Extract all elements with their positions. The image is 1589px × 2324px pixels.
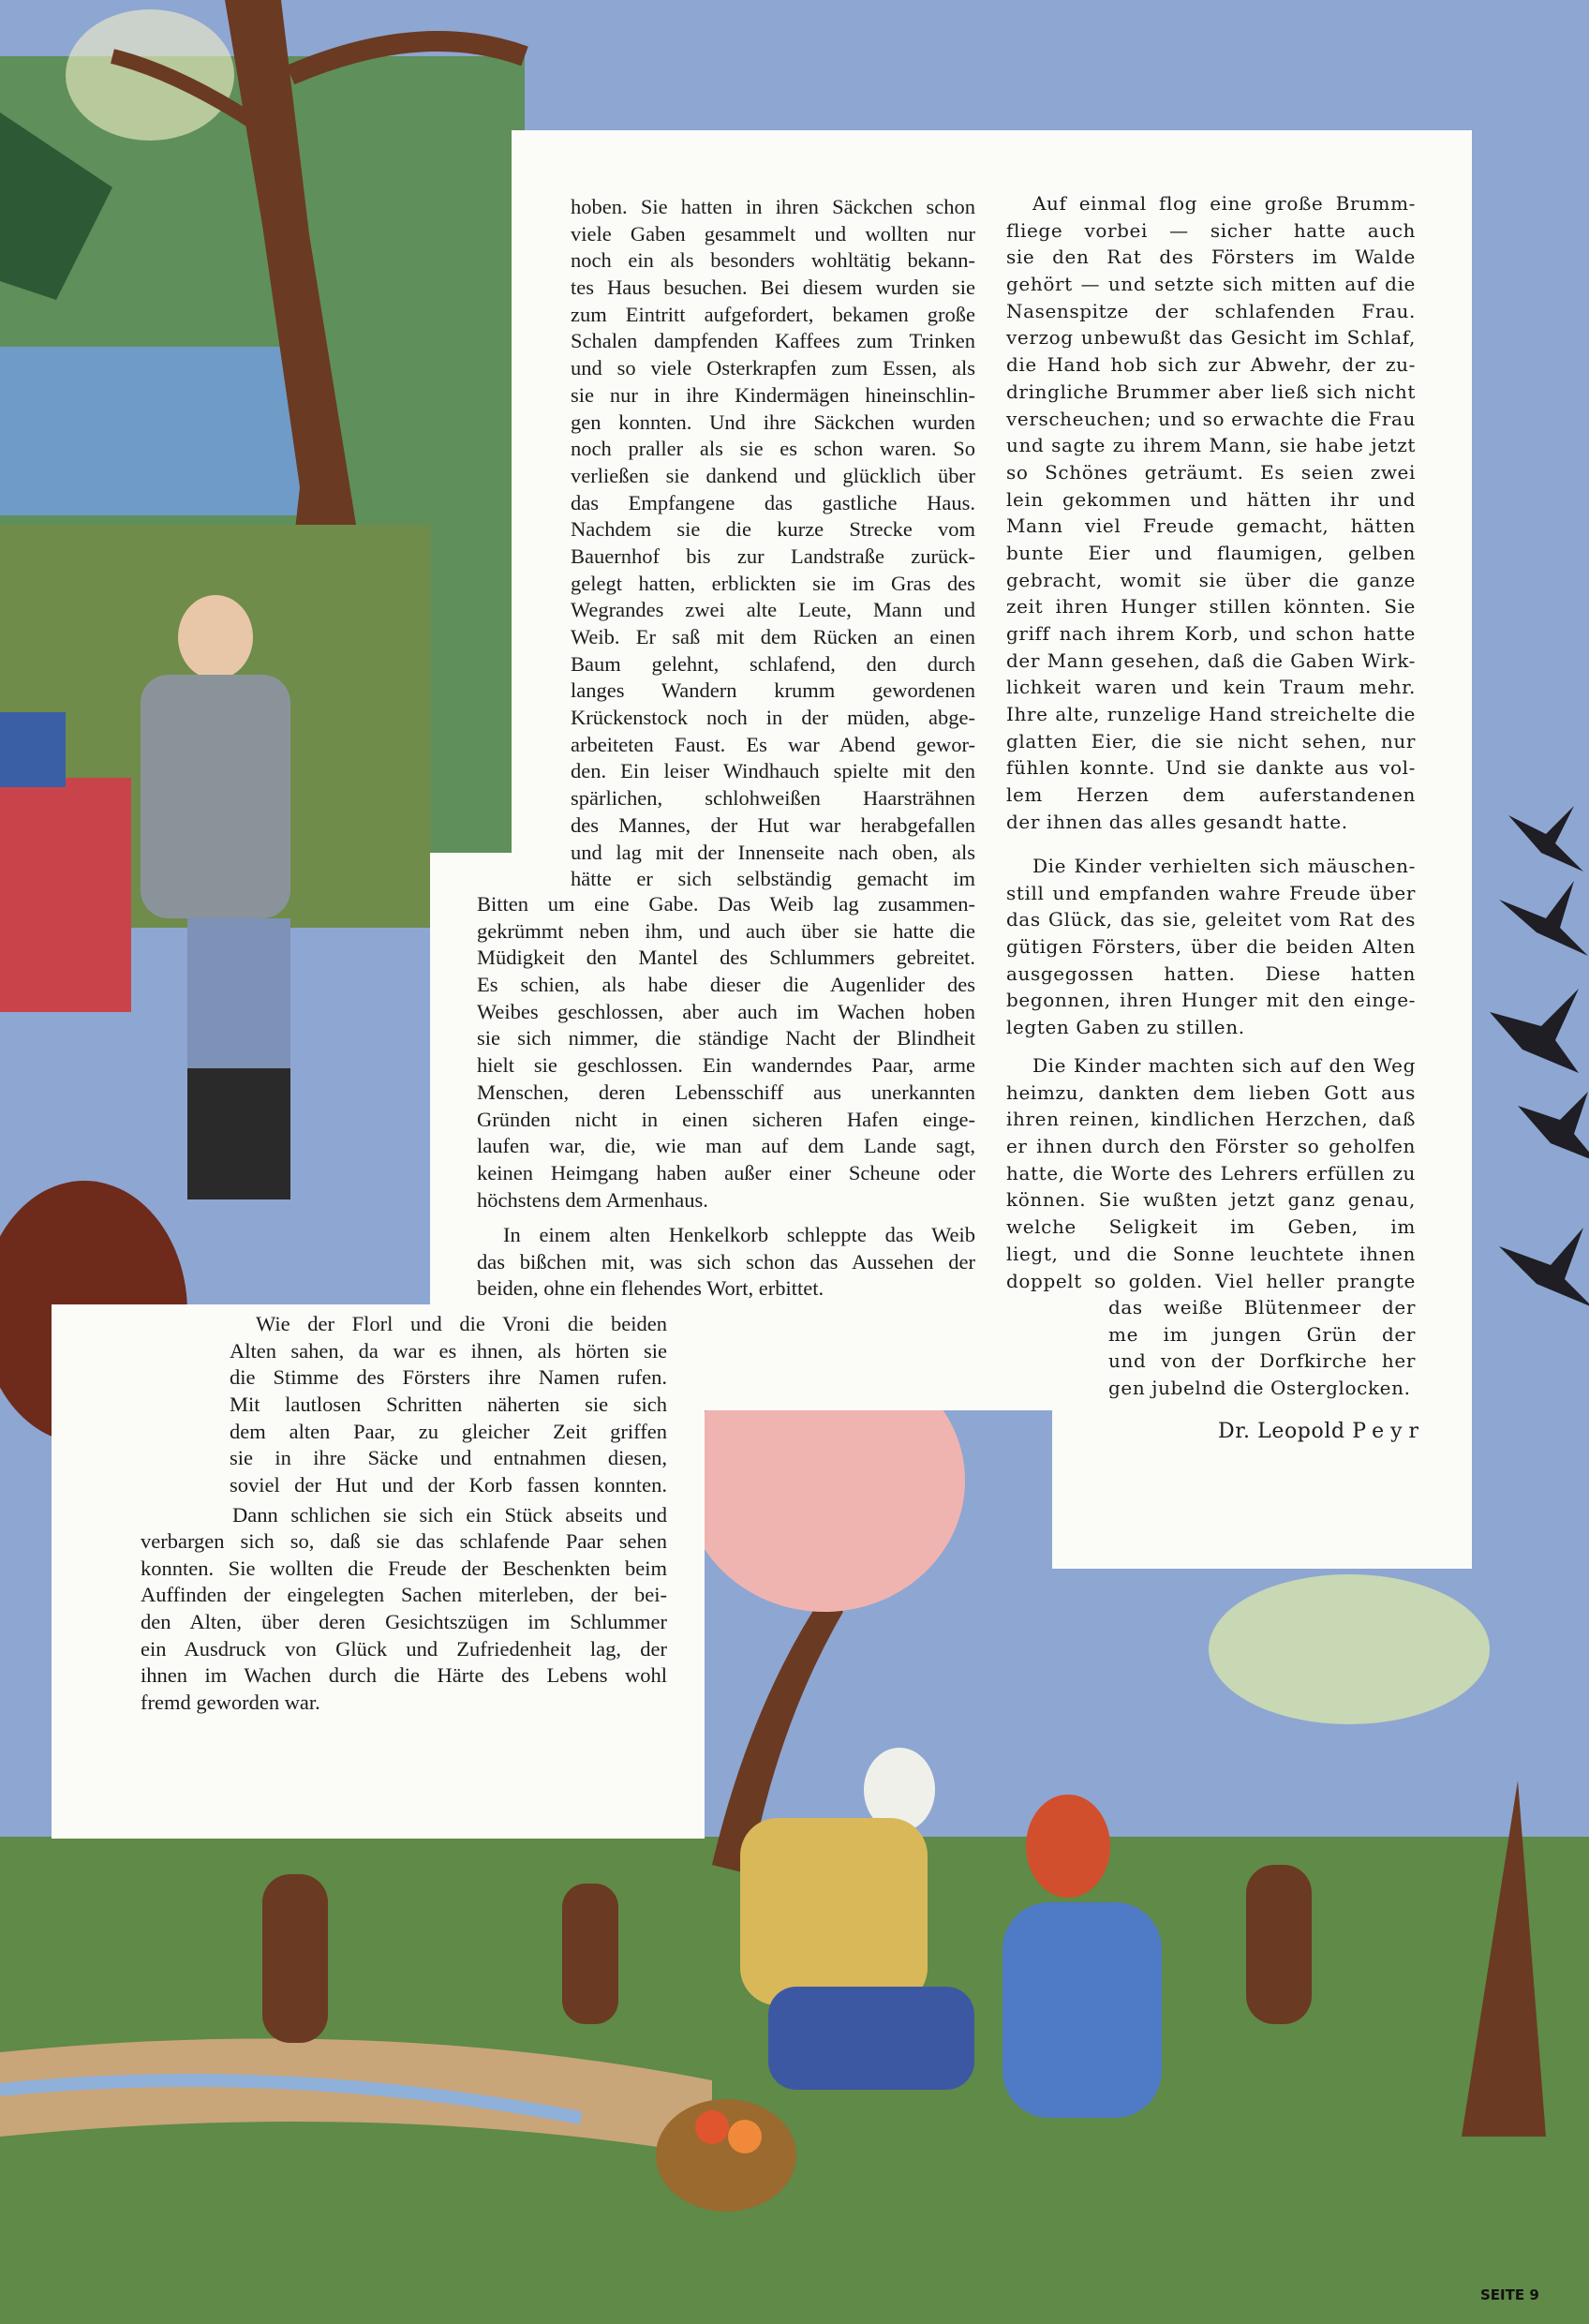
text-line: Ihre alte, runzelige Hand streichelte die [1006,703,1416,726]
text-line: arbeiteten Faust. Es war Abend gewor- [571,732,975,756]
text-line: noch ein als besonders wohltätig bekann- [571,248,975,273]
text-line: Mann viel Freude gemacht, hätten [1006,514,1416,538]
text-line: beiden, ohne ein flehendes Wort, erbittet. [477,1276,824,1301]
text-line: den Alten, über deren Gesichtszügen im Schlummer [141,1610,667,1634]
text-line: so Schönes geträumt. Es seien zwei [1006,460,1416,484]
text-line: ihren reinen, kindlichen Herzchen, daß [1006,1108,1416,1131]
text-line: den. Ein leiser Windhauch spielte mit den [571,759,975,783]
article-column-1-middle [477,891,975,1214]
text-line: bunte Eier und flaumigen, gelben [1006,541,1416,564]
text-line: Weib. Er saß mit dem Rücken an einen [571,625,975,648]
text-line: Baum gelehnt, schlafend, den durch [571,651,975,676]
text-line: gütigen Försters, über die beiden Alten [1006,935,1416,959]
text-line: liegt, und die Sonne leuchtete ihnen [1006,1242,1416,1265]
text-line: verscheuchen; und so erwachte die Frau [1006,407,1416,430]
text-line: konnten. Sie wollten die Freude der Beschenkten beim [141,1556,667,1580]
text-line: welche Seligkeit im Geben, im [1006,1215,1416,1239]
text-line: gen jubelnd die Osterglocken. [1108,1377,1411,1400]
text-line: noch praller als sie es schon waren. So [571,437,975,461]
text-line: gebracht, womit sie über die ganze [1006,568,1416,591]
text-line: In einem alten Henkelkorb schleppte das Weib [503,1223,975,1246]
text-line: gekrümmt neben ihm, und auch über sie hatte die [477,918,975,943]
text-line: gelegt hatten, erblickten sie im Gras des [571,571,975,595]
text-line: hätte er sich selbständig gemacht im [571,867,975,891]
text-line: Gründen nicht in einen sicheren Hafen einge- [477,1107,975,1131]
author-signature [1218,1420,1425,1443]
article-column-3-top [1006,190,1416,836]
article-column-3-kinder [1006,853,1416,1041]
text-line: das Empfangene das gastliche Haus. [571,490,975,514]
text-line: lein gekommen und hätten ihr und [1006,487,1416,511]
text-line: heimzu, dankten dem lieben Gott aus [1006,1080,1416,1104]
text-line: die Stimme des Försters ihre Namen rufen. [230,1365,667,1390]
text-line: glatten Eier, die sie nicht sehen, nur [1006,729,1416,752]
text-line: hatte, die Worte des Lehrers erfüllen zu [1006,1161,1416,1184]
text-line: viele Gaben gesammelt und wollten nur [571,221,975,246]
text-line: sie den Rat des Försters im Walde [1006,246,1416,269]
text-line: Auf einmal flog eine große Brumm- [1032,192,1416,215]
text-line: ein Ausdruck von Glück und Zufriedenheit lag, der [141,1636,667,1661]
text-line: Die Kinder machten sich auf den Weg [1032,1054,1416,1077]
text-line: fremd geworden war. [141,1691,320,1715]
text-line: Nasenspitze der schlafenden Frau. [1006,299,1416,322]
article-left-bottom-line [232,1502,667,1529]
text-line: spärlichen, schlohweißen Haarsträhnen [571,786,975,811]
text-line: Krückenstock noch in der müden, abge- [571,706,975,730]
text-line: verbargen sich so, daß sie das schlafende Paar sehen [141,1529,667,1553]
text-line: ihnen im Wachen durch die Härte des Lebens wohl [141,1663,667,1688]
text-line: soviel der Hut und der Korb fassen konnten. [230,1473,667,1497]
text-line: Alten sahen, da war es ihnen, als hörten sie [230,1338,667,1363]
article-paragraph-henkelkorb [477,1222,975,1303]
article-column-3-ending [1108,1294,1416,1402]
text-line: und lag mit der Innenseite nach oben, als [571,840,975,864]
text-line: er ihnen durch den Förster so geholfen [1006,1135,1416,1158]
text-line: und so viele Osterkrapfen zum Essen, als [571,356,975,380]
text-line: dem alten Paar, zu gleicher Zeit griffen [230,1419,667,1443]
text-line: verließen sie dankend und glücklich über [571,463,975,487]
article-column-3-heimweg [1006,1052,1416,1294]
text-line: ausgegossen hatten. Diese hatten [1006,961,1416,985]
text-line: das weiße Blütenmeer der [1108,1296,1416,1318]
text-line: Dann schlichen sie sich ein Stück abseits und [232,1503,667,1527]
text-line: lichkeit waren und kein Traum mehr. [1006,676,1416,699]
text-line: Wie der Florl und die Vroni die beiden [256,1312,667,1335]
text-line: keinen Heimgang haben außer einer Scheune oder [477,1160,975,1184]
text-line: sie in ihre Säcke und entnahmen diesen, [230,1446,667,1470]
text-line: der Mann gesehen, daß die Gaben Wirk- [1006,648,1416,672]
text-line: dringliche Brummer aber ließ sich nicht [1006,380,1416,403]
text-line: Nachdem sie die kurze Strecke vom [571,517,975,542]
text-line: zeit ihren Hunger stillen könnten. Sie [1006,595,1416,618]
article-column-1-top [571,194,975,893]
text-line: die Hand hob sich zur Abwehr, der zu- [1006,353,1416,377]
text-line: hoben. Sie hatten in ihren Säckchen schon [571,195,975,218]
text-line: fliege vorbei — sicher hatte auch [1006,218,1416,242]
text-line: Weibes geschlossen, aber auch im Wachen hoben [477,999,975,1023]
text-line: Auffinden der eingelegten Sachen miterleben, der bei- [141,1583,667,1607]
text-line: tes Haus besuchen. Bei diesem wurden sie [571,276,975,300]
text-line: Mit lautlosen Schritten näherten sie sich [230,1393,667,1417]
text-line: me im jungen Grün der [1108,1322,1416,1346]
text-line: sie sich nimmer, die ständige Nacht der Blindheit [477,1026,975,1050]
text-line: der ihnen das alles gesandt hatte. [1006,810,1348,833]
author-surname: Peyr [1352,1420,1426,1443]
text-line: lem Herzen dem auferstandenen [1006,783,1416,807]
text-line: still und empfanden wahre Freude über [1006,881,1416,904]
author-prefix: Dr. Leopold [1218,1420,1345,1443]
text-line: des Mannes, der Hut war herabgefallen [571,812,975,837]
text-line: und sagte zu ihrem Mann, sie habe jetzt [1006,434,1416,457]
text-line: und von der Dorfkirche her [1108,1349,1416,1373]
text-line: begonnen, ihren Hunger mit den einge- [1006,989,1416,1012]
text-line: sie nur in ihre Kindermägen hineinschlin- [571,382,975,407]
text-line: das Glück, das sie, geleitet vom Rat des [1006,908,1416,931]
text-line: gen konnten. Und ihre Säckchen wurden [571,410,975,434]
text-line: Bitten um eine Gabe. Das Weib lag zusammen- [477,892,975,916]
text-line: Müdigkeit den Mantel des Schlummers gebreitet. [477,946,975,970]
text-line: legten Gaben zu stillen. [1006,1016,1245,1039]
text-line: das bißchen mit, was sich schon das Aussehen der [477,1249,975,1274]
article-left-bottom-rest [141,1528,667,1717]
text-line: hielt sie geschlossen. Ein wanderndes Paar, arme [477,1053,975,1078]
text-line: Menschen, deren Lebensschiff aus unerkannten [477,1080,975,1104]
text-line: laufen war, die, wie man auf dem Lande sagt, [477,1134,975,1158]
text-line: doppelt so golden. Viel heller prangte [1006,1269,1416,1292]
text-line: langes Wandern krumm gewordenen [571,678,975,703]
text-line: können. Sie wußten jetzt ganz genau, [1006,1188,1416,1212]
text-line: zum Eintritt aufgefordert, bekamen große [571,302,975,326]
article-left-bottom-top [230,1311,667,1499]
text-line: Bauernhof bis zur Landstraße zurück- [571,544,975,568]
text-line: fühlen konnte. Und sie dankte aus vol- [1006,756,1416,780]
text-line: höchstens dem Armenhaus. [477,1187,708,1212]
text-line: Wegrandes zwei alte Leute, Mann und [571,598,975,622]
text-line: griff nach ihrem Korb, und schon hatte [1006,622,1416,645]
text-line: Schalen dampfenden Kaffees zum Trinken [571,329,975,353]
text-line: Es schien, als habe dieser die Augenlider des [477,973,975,997]
page-number: SEITE 9 [1480,2287,1539,2303]
text-line: verzog unbewußt das Gesicht im Schlaf, [1006,326,1416,350]
text-line: gehört — und setzte sich mitten auf die [1006,273,1416,296]
text-line: Die Kinder verhielten sich mäuschen- [1032,855,1416,877]
